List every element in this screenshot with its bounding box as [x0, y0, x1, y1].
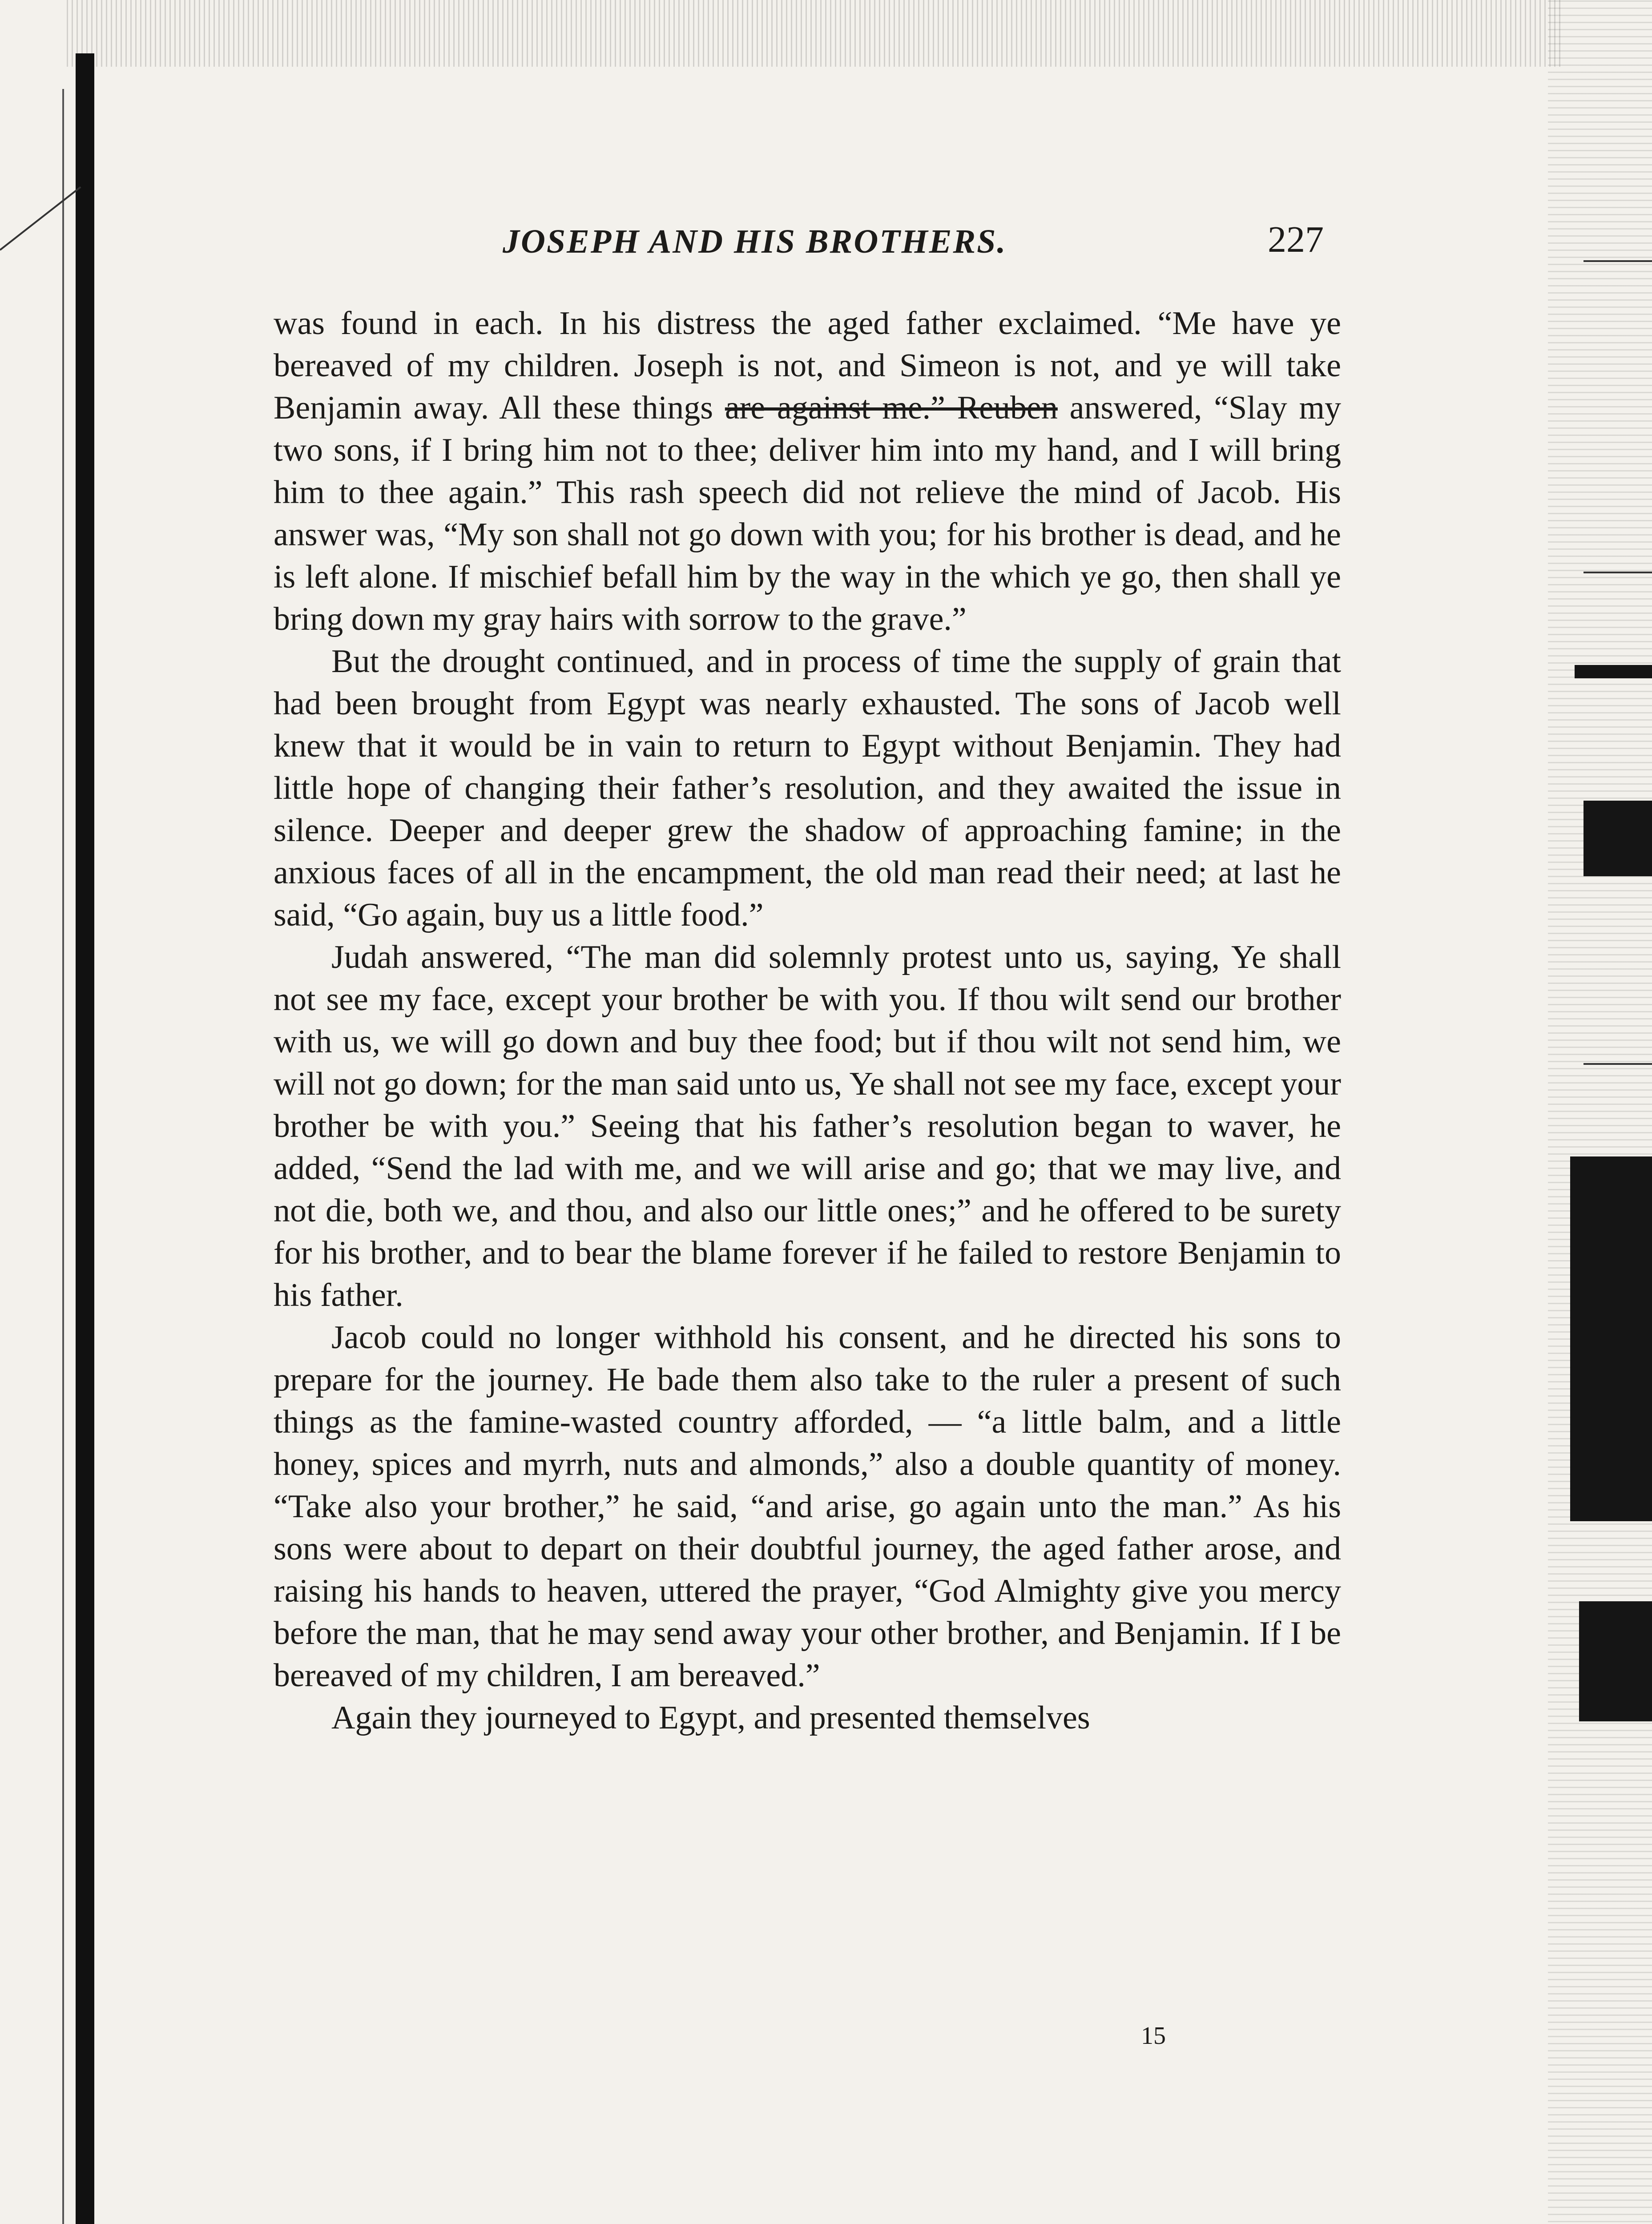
scan-noise-top [67, 0, 1561, 67]
binding-spine [76, 53, 94, 2224]
paragraph-text: was found in each. In his distress the aged father exclaimed. “Me have ye bereaved of my children. Joseph is not, and Simeon is not, and ye will take Benjamin away. All these things [274, 305, 1341, 426]
scan-diagonal-line [0, 186, 81, 251]
index-tab [1570, 1156, 1652, 1521]
running-title: JOSEPH AND HIS BROTHERS. [503, 223, 1007, 260]
margin-rule [1584, 1063, 1652, 1065]
gutter-line [62, 89, 64, 2224]
paragraph [274, 302, 1341, 641]
margin-rule [1584, 260, 1652, 262]
page-header [503, 218, 1392, 271]
index-tab [1579, 1601, 1652, 1721]
paragraph: Judah answered, “The man did solemnly protest unto us, saying, Ye shall not see my face, except your brother be with you. If thou wilt send our brother with us, we will go down and buy thee food; but if thou wilt not send him, we will not go down; for the man said unto us, Ye shall not see my face, except your brother be with you.” Seeing that his father’s resolution began to waver, he added, “Send the lad with me, and we will arise and go; that we may live, and not die, both we, and thou, and also our little ones;” and he offered to be surety for his brother, and to bear the blame forever if he failed to restore Benjamin to his father. [274, 939, 1341, 1313]
index-tab [1584, 801, 1652, 876]
paragraph: But the drought continued, and in process of time the supply of grain that had been brought from Egypt was nearly exhausted. The sons of Jacob well knew that it would be in vain to return to Egypt without Benjamin. They had little hope of changing their father’s resolution, and they awaited the issue in silence. Deeper and deeper grew the shadow of approaching famine; in the anxious faces of all in the encampment, the old man read their need; at last he said, “Go again, buy us a little food.” [274, 643, 1341, 933]
index-tab [1575, 665, 1652, 678]
struck-through-text: are against me.” Reuben [725, 390, 1058, 426]
signature-mark: 15 [1141, 2022, 1166, 2050]
paragraph: Jacob could no longer withhold his consent, and he directed his sons to prepare for the journey. He bade them also take to the ruler a present of such things as the famine-wasted country afforded, — “a little balm, and a little honey, spices and myrrh, nuts and almonds,” also a double quantity of money. “Take also your brother,” he said, “and arise, go again unto the man.” As his sons were about to depart on their doubtful journey, the aged father arose, and raising his hands to heaven, uttered the prayer, “God Almighty give you mercy before the man, that he may send away your other brother, and Benjamin. If I be bereaved of my children, I am bereaved.” [274, 1319, 1341, 1694]
body-text [274, 302, 1341, 1739]
margin-rule [1584, 572, 1652, 573]
scan-noise-right [1548, 0, 1652, 2224]
paragraph: Again they journeyed to Egypt, and presented themselves [331, 1700, 1090, 1736]
page-number: 227 [1268, 219, 1324, 260]
paragraph-text: answered, “Slay my two sons, if I bring him not to thee; deliver him into my hand, and I will bring him to thee again.” This rash speech did not relieve the mind of Jacob. His answer was, “My son shall not go down with you; for his brother is dead, and he is left alone. If mischief befall him by the way in the which ye go, then shall ye bring down my gray hairs with sorrow to the grave.” [274, 390, 1342, 637]
